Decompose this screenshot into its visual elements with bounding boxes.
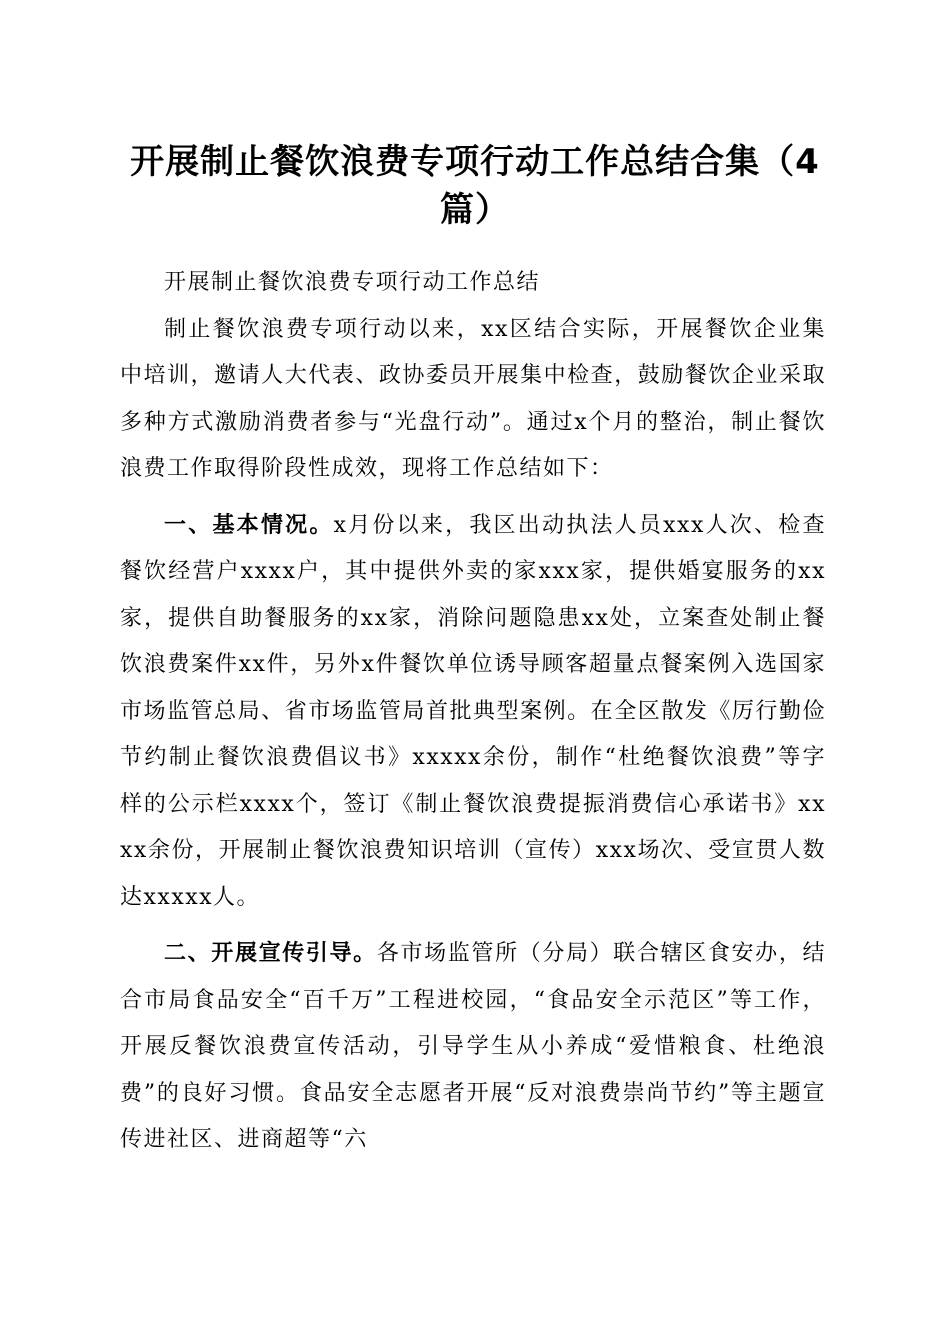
document-body (120, 260, 826, 1164)
section-heading-publicity: 二、开展宣传引导。 (164, 941, 377, 966)
section-heading-basic-situation: 一、基本情况。 (164, 512, 334, 538)
document-title: 开展制止餐饮浪费专项行动工作总结合集（4篇） (130, 142, 820, 230)
intro-paragraph: 制止餐饮浪费专项行动以来，xx区结合实际，开展餐饮企业集中培训，邀请人大代表、政协委员开展集中检查，鼓励餐饮企业采取多种方式激励消费者参与“光盘行动”。通过x个月的整治，制止餐饮浪费工作取得阶段性成效，现将工作总结如下： (120, 316, 826, 481)
section-paragraph-publicity (120, 931, 826, 1164)
section-paragraph-basic-situation (120, 503, 826, 922)
document-subtitle: 开展制止餐饮浪费专项行动工作总结 (164, 270, 541, 295)
section-text-basic-situation: x月份以来，我区出动执法人员xxx人次、检查餐饮经营户xxxx户，其中提供外卖的家xxx家，提供婚宴服务的xx家，提供自助餐服务的xx家，消除问题隐患xx处，立案查处制止餐饮浪费案件xx件，另外x件餐饮单位诱导顾客超量点餐案例入选国家市场监管总局、省市场监管局首批典型案例。在全区散发《厉行勤俭节约制止餐饮浪费倡议书》xxxxx余份，制作“杜绝餐饮浪费”等字样的公示栏xxxx个，签订《制止餐饮浪费提振消费信心承诺书》xxxx余份，开展制止餐饮浪费知识培训（宣传）xxx场次、受宣贯人数达xxxxx人。 (120, 512, 826, 910)
section-text-publicity: 各市场监管所（分局）联合辖区食安办，结合市局食品安全“百千万”工程进校园，“食品安全示范区”等工作，开展反餐饮浪费宣传活动，引导学生从小养成“爱惜粮食、杜绝浪费”的良好习惯。食品安全志愿者开展“反对浪费崇尚节约”等主题宣传进社区、进商超等“六 (120, 941, 826, 1152)
